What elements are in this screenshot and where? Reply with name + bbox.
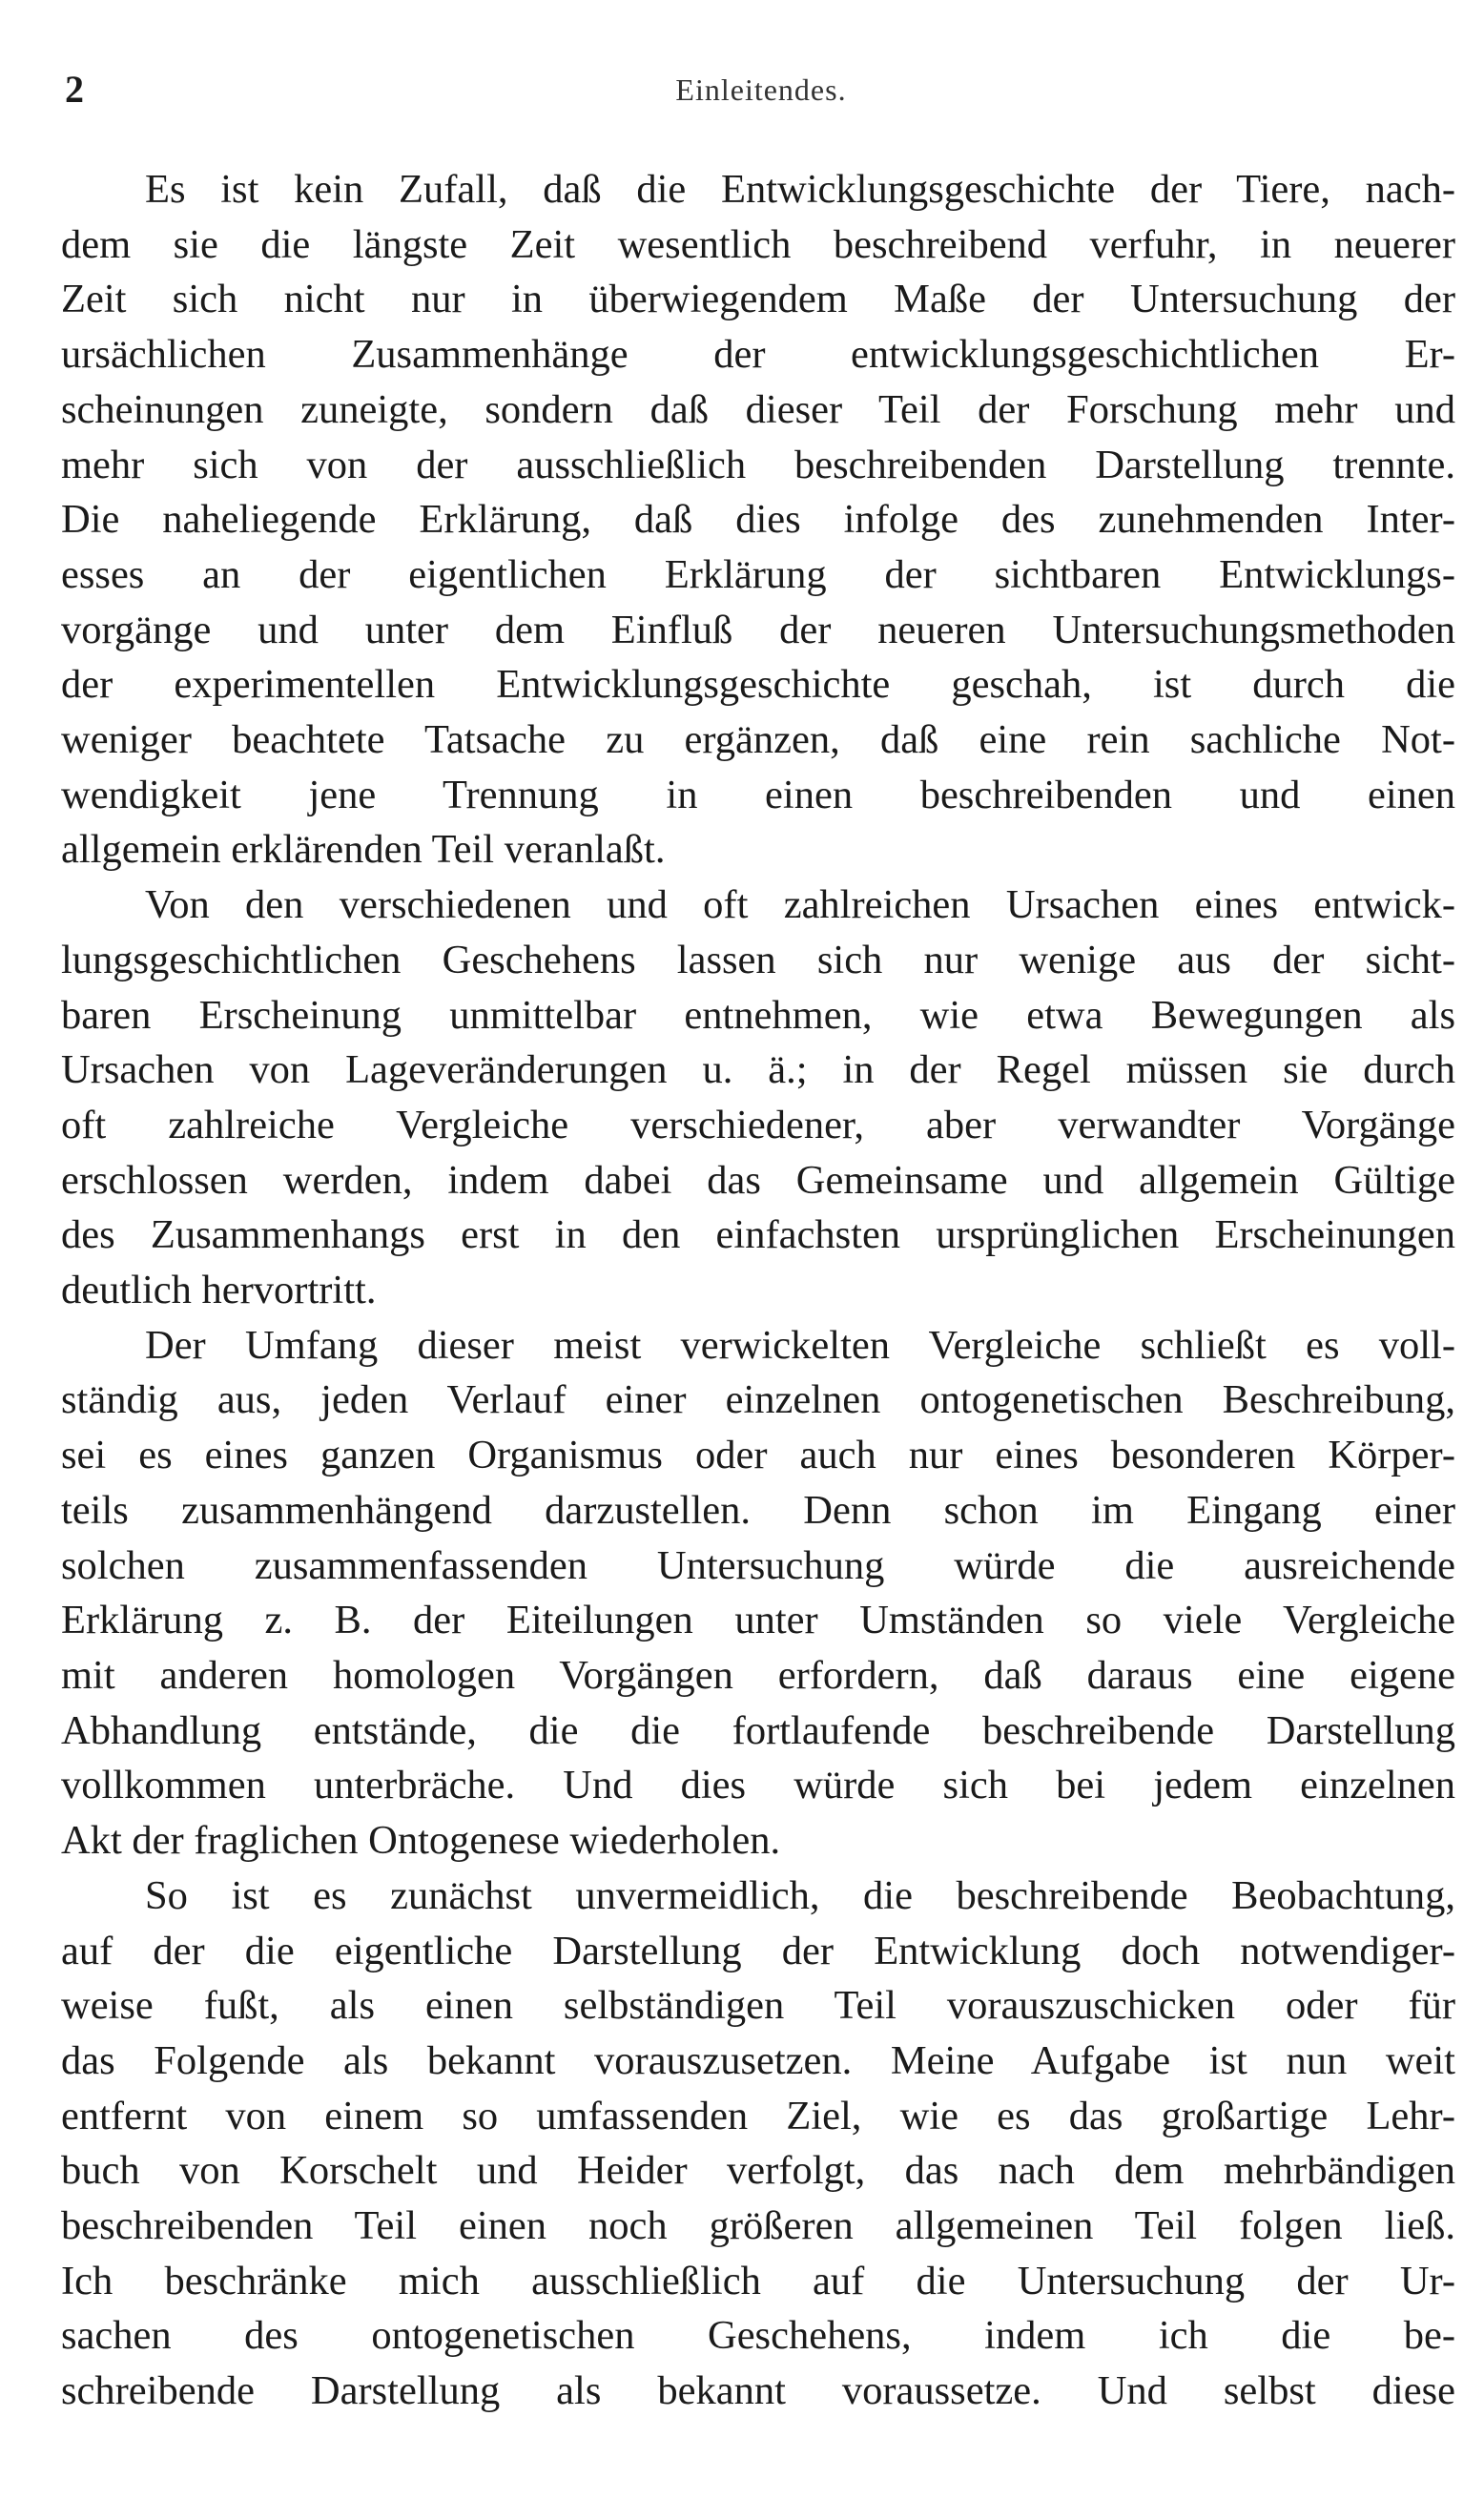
text-line: des Zusammenhangs erst in den einfachsten ursprünglichen Erscheinungen — [61, 1212, 1455, 1258]
text-line: beschreibenden Teil einen noch größeren allgemeinen Teil folgen ließ. — [61, 2203, 1455, 2249]
text-line: ursächlichen Zusammenhänge der entwicklungsgeschichtlichen Er- — [61, 332, 1455, 378]
text-line: erschlossen werden, indem dabei das Gemeinsame und allgemein Gültige — [61, 1157, 1455, 1203]
text-line: mehr sich von der ausschließlich beschreibenden Darstellung trennte. — [61, 442, 1455, 487]
text-line: baren Erscheinung unmittelbar entnehmen, wie etwa Bewegungen als — [61, 992, 1455, 1038]
text-line: lungsgeschichtlichen Geschehens lassen sich nur wenige aus der sicht- — [61, 937, 1455, 982]
paragraph-1 — [61, 162, 1455, 878]
text-line: Abhandlung entstände, die die fortlaufende beschreibende Darstellung — [61, 1707, 1455, 1753]
text-line: der experimentellen Entwicklungsgeschichte geschah, ist durch die — [61, 662, 1455, 708]
text-line: Zeit sich nicht nur in überwiegendem Maße der Untersuchung der — [61, 277, 1455, 322]
text-line: esses an der eigentlichen Erklärung der sichtbaren Entwicklungs- — [61, 551, 1455, 597]
text-line: Ursachen von Lageveränderungen u. ä.; in der Regel müssen sie durch — [61, 1047, 1455, 1093]
page-number: 2 — [65, 68, 84, 111]
text-line: auf der die eigentliche Darstellung der Entwicklung doch notwendiger- — [61, 1928, 1455, 1973]
text-line: das Folgende als bekannt vorauszusetzen. Meine Aufgabe ist nun weit — [61, 2037, 1455, 2083]
paragraph-4 — [61, 1869, 1455, 2419]
text-line: dem sie die längste Zeit wesentlich beschreibend verfuhr, in neuerer — [61, 221, 1455, 267]
text-line: mit anderen homologen Vorgängen erfordern, daß daraus eine eigene — [61, 1652, 1455, 1698]
text-line: schreibende Darstellung als bekannt voraussetze. Und selbst diese — [61, 2368, 1455, 2414]
text-line: Der Umfang dieser meist verwickelten Vergleiche schließt es voll- — [145, 1322, 1455, 1368]
text-line: scheinungen zuneigte, sondern daß dieser Teil der Forschung mehr und — [61, 386, 1455, 432]
text-line: entfernt von einem so umfassenden Ziel, wie es das großartige Lehr- — [61, 2093, 1455, 2138]
text-line: allgemein erklärenden Teil veranlaßt. — [61, 827, 666, 873]
text-line: Es ist kein Zufall, daß die Entwicklungsgeschichte der Tiere, nach- — [145, 167, 1455, 212]
text-line: So ist es zunächst unvermeidlich, die beschreibende Beobachtung, — [145, 1872, 1455, 1918]
running-head: Einleitendes. — [675, 72, 847, 107]
text-line: vollkommen unterbräche. Und dies würde sich bei jedem einzelnen — [61, 1763, 1455, 1808]
text-line: Akt der fraglichen Ontogenese wiederholen. — [61, 1818, 781, 1864]
text-line: vorgänge und unter dem Einfluß der neueren Untersuchungsmethoden — [61, 607, 1455, 652]
text-line: weniger beachtete Tatsache zu ergänzen, daß eine rein sachliche Not- — [61, 717, 1455, 763]
text-line: deutlich hervortritt. — [61, 1268, 377, 1313]
paragraph-2 — [61, 878, 1455, 1318]
page-header — [65, 67, 1457, 124]
text-line: Von den verschiedenen und oft zahlreichen Ursachen eines entwick- — [145, 882, 1455, 928]
text-line: sei es eines ganzen Organismus oder auch nur eines besonderen Körper- — [61, 1433, 1455, 1478]
text-line: sachen des ontogenetischen Geschehens, indem ich die be- — [61, 2313, 1455, 2359]
text-line: teils zusammenhängend darzustellen. Denn schon im Eingang einer — [61, 1487, 1455, 1533]
text-line: wendigkeit jene Trennung in einen beschreibenden und einen — [61, 772, 1455, 817]
text-line: Die naheliegende Erklärung, daß dies infolge des zunehmenden Inter- — [61, 497, 1455, 543]
text-line: weise fußt, als einen selbständigen Teil vorauszuschicken oder für — [61, 1983, 1455, 2029]
text-line: Ich beschränke mich ausschließlich auf die Untersuchung der Ur- — [61, 2258, 1455, 2303]
text-line: solchen zusammenfassenden Untersuchung würde die ausreichende — [61, 1542, 1455, 1588]
text-line: ständig aus, jeden Verlauf einer einzelnen ontogenetischen Beschreibung, — [61, 1377, 1455, 1423]
text-line: buch von Korschelt und Heider verfolgt, das nach dem mehrbändigen — [61, 2148, 1455, 2194]
paragraph-3 — [61, 1318, 1455, 1869]
body-text — [61, 162, 1455, 2419]
text-line: oft zahlreiche Vergleiche verschiedener, aber verwandter Vorgänge — [61, 1102, 1455, 1147]
text-line: Erklärung z. B. der Eiteilungen unter Umständen so viele Vergleiche — [61, 1598, 1455, 1643]
